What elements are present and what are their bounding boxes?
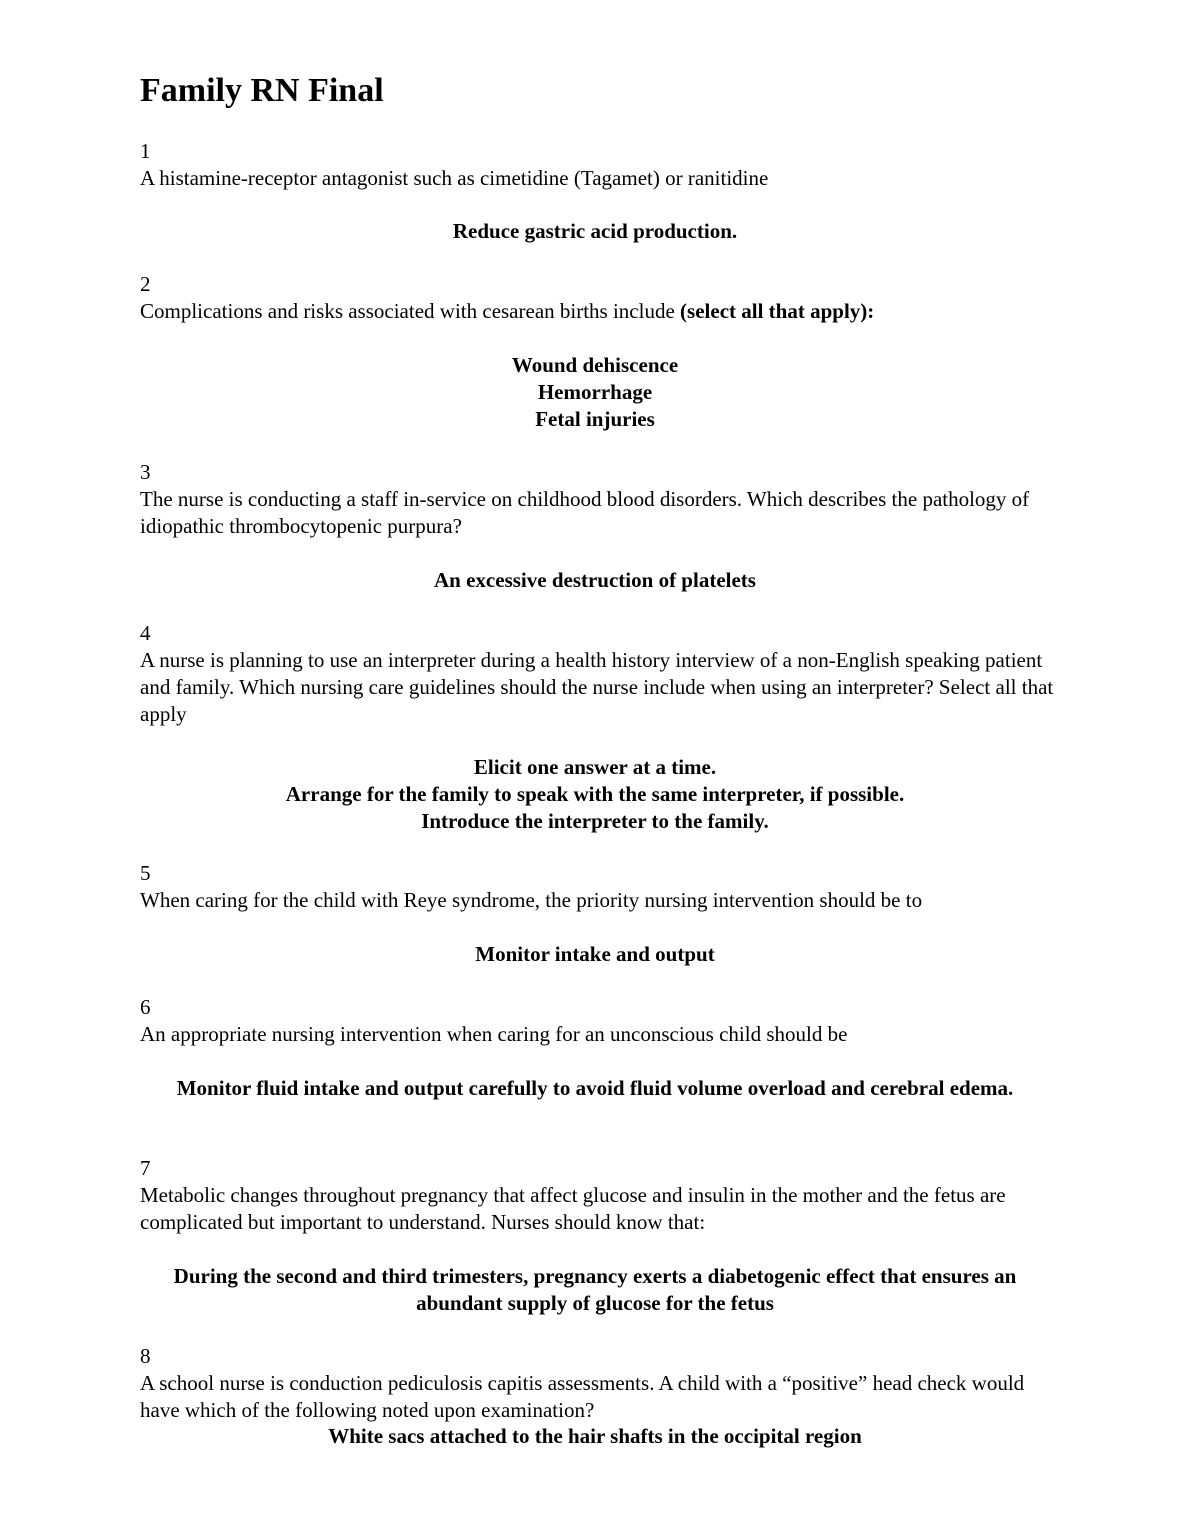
- question-5: [140, 860, 1060, 914]
- question-7: [140, 1155, 1060, 1236]
- answer: Fetal injuries: [535, 407, 655, 431]
- question-text-bold: (select all that apply):: [680, 299, 875, 323]
- question-text: A school nurse is conduction pediculosis capitis assessments. A child with a “positive” head check would have which of the following noted upon examination?: [140, 1371, 1025, 1422]
- question-number: 3: [140, 460, 151, 484]
- question-text: [140, 298, 1060, 325]
- question-text: An appropriate nursing intervention when caring for an unconscious child should be: [140, 1022, 848, 1046]
- question-number: 2: [140, 272, 151, 296]
- answer-block-7: [140, 1263, 1050, 1317]
- question-number: 7: [140, 1156, 151, 1180]
- question-text: When caring for the child with Reye syndrome, the priority nursing intervention should be to: [140, 888, 923, 912]
- question-text: A nurse is planning to use an interpreter during a health history interview of a non-English speaking patient and family. Which nursing care guidelines should the nurse include when using an interpreter? Select all that apply: [140, 648, 1054, 726]
- answer: An excessive destruction of platelets: [434, 568, 756, 592]
- answer-block-6: [155, 1075, 1035, 1102]
- answer-block-4: [140, 754, 1050, 835]
- answer: Elicit one answer at a time.: [473, 755, 717, 779]
- answer: Arrange for the family to speak with the same interpreter, if possible.: [285, 782, 905, 806]
- question-number: 5: [140, 861, 151, 885]
- question-text: A histamine-receptor antagonist such as cimetidine (Tagamet) or ranitidine: [140, 166, 769, 190]
- answer-block-1: [140, 218, 1050, 245]
- answer: Reduce gastric acid production.: [452, 219, 738, 243]
- answer: During the second and third trimesters, pregnancy exerts a diabetogenic effect that ensures an abundant supply of glucose for the fetus: [173, 1264, 1017, 1315]
- page-title: Family RN Final: [140, 72, 384, 109]
- answer-block-5: [140, 941, 1050, 968]
- answer: Wound dehiscence: [511, 353, 679, 377]
- answer: White sacs attached to the hair shafts in the occipital region: [328, 1424, 862, 1448]
- question-8: [140, 1343, 1060, 1424]
- question-3: [140, 459, 1060, 540]
- question-text-plain: Complications and risks associated with cesarean births include: [140, 299, 681, 323]
- question-1: [140, 138, 1060, 192]
- answer-block-2: [140, 352, 1050, 433]
- answer-block-3: [140, 567, 1050, 594]
- question-number: 8: [140, 1344, 151, 1368]
- question-6: [140, 994, 1060, 1048]
- answer: Introduce the interpreter to the family.: [421, 809, 769, 833]
- question-number: 6: [140, 995, 151, 1019]
- question-text: Metabolic changes throughout pregnancy that affect glucose and insulin in the mother and the fetus are complicated but important to understand. Nurses should know that:: [140, 1183, 1006, 1234]
- question-number: 1: [140, 139, 151, 163]
- question-2: [140, 271, 1060, 325]
- question-number: 4: [140, 621, 151, 645]
- answer: Hemorrhage: [537, 380, 653, 404]
- question-text: The nurse is conducting a staff in-service on childhood blood disorders. Which describes the pathology of idiopathic thrombocytopenic purpura?: [140, 487, 1030, 538]
- answer: Monitor intake and output: [475, 942, 715, 966]
- question-4: [140, 620, 1060, 728]
- answer: Monitor fluid intake and output carefully to avoid fluid volume overload and cerebral edema.: [176, 1076, 1014, 1100]
- answer-block-8: [140, 1423, 1050, 1450]
